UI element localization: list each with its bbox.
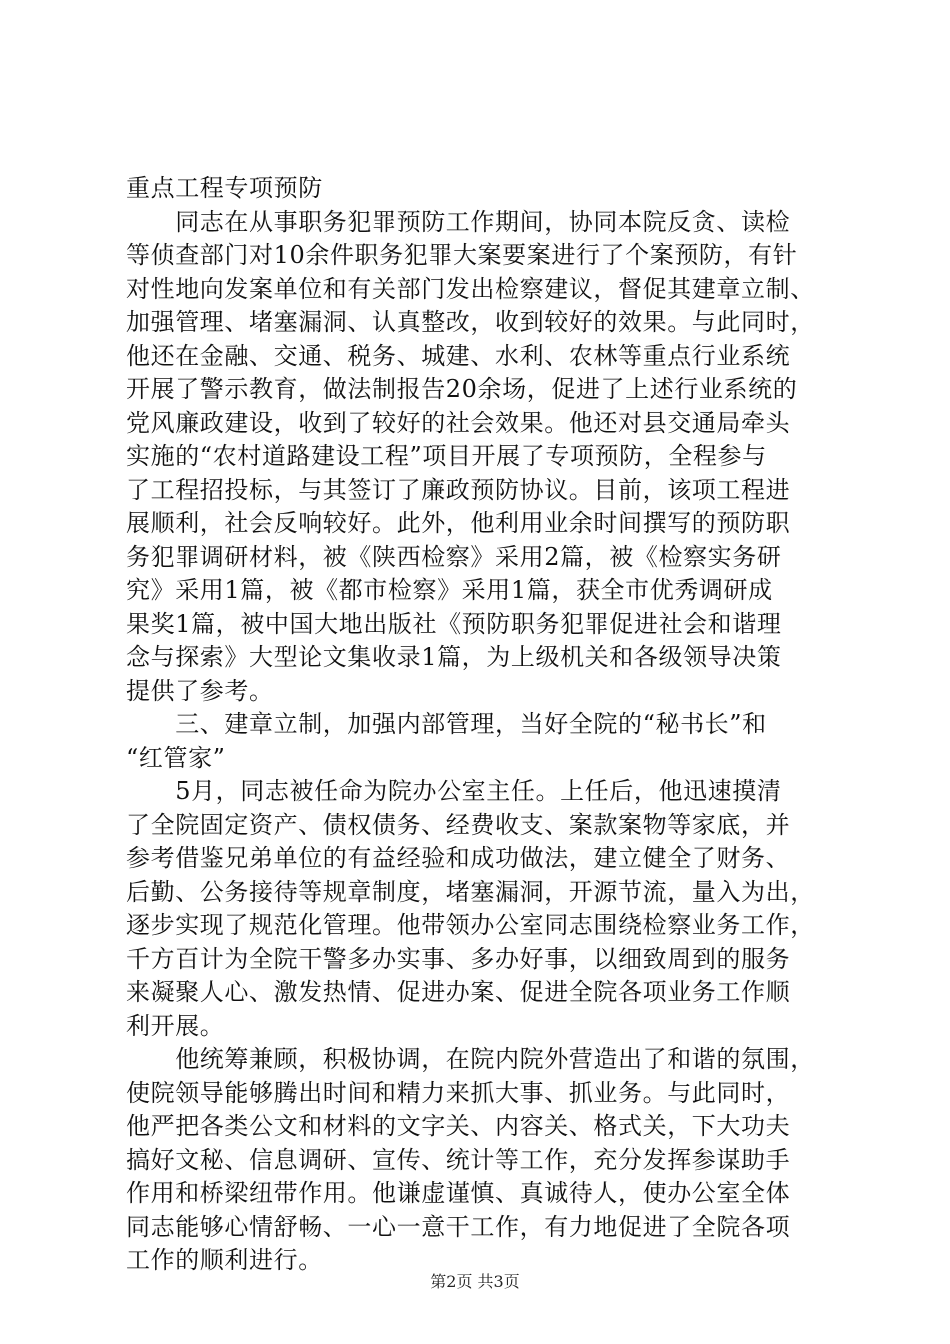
text-line: 开展了警示教育，做法制报告20余场，促进了上述行业系统的 bbox=[126, 375, 798, 403]
text-line: 了全院固定资产、债权债务、经费收支、案款案物等家底，并 bbox=[126, 810, 791, 839]
text-line: 同志在从事职务犯罪预防工作期间，协同本院反贪、读检 bbox=[126, 207, 791, 236]
text-line: 利开展。 bbox=[126, 1011, 225, 1040]
document-body bbox=[126, 172, 846, 1278]
text-line: 展顺利，社会反响较好。此外，他利用业余时间撰写的预防职 bbox=[126, 509, 791, 537]
text-line: 5月，同志被任命为院办公室主任。上任后，他迅速摸清 bbox=[126, 777, 782, 805]
text-line: 党风廉政建设，收到了较好的社会效果。他还对县交通局牵头 bbox=[126, 408, 791, 437]
text-line: 三、建章立制，加强内部管理，当好全院的“秘书长”和 bbox=[126, 710, 767, 738]
text-line: 提供了参考。 bbox=[126, 676, 274, 705]
text-line: 他严把各类公文和材料的文字关、内容关、格式关，下大功夫 bbox=[126, 1112, 791, 1140]
text-line: 重点工程专项预防 bbox=[126, 174, 323, 202]
text-line: 搞好文秘、信息调研、宣传、统计等工作，充分发挥参谋助手 bbox=[126, 1145, 791, 1174]
text-line: 后勤、公务接待等规章制度，堵塞漏洞，开源节流，量入为出， bbox=[126, 877, 815, 906]
text-line: 究》采用1篇，被《都市检察》采用1篇，获全市优秀调研成 bbox=[126, 576, 773, 604]
text-line: 来凝聚人心、激发热情、促进办案、促进全院各项业务工作顺 bbox=[126, 978, 791, 1006]
text-line: 果奖1篇，被中国大地出版社《预防职务犯罪促进社会和谐理 bbox=[126, 609, 782, 638]
text-line: 他统筹兼顾，积极协调，在院内院外营造出了和谐的氛围， bbox=[126, 1045, 815, 1073]
page-number-footer: 第2页 共3页 bbox=[430, 1272, 520, 1291]
text-line: 务犯罪调研材料，被《陕西检察》采用2篇，被《检察实务研 bbox=[126, 542, 782, 571]
text-line: 对性地向发案单位和有关部门发出检察建议，督促其建章立制、 bbox=[126, 274, 815, 303]
text-line: 加强管理、堵塞漏洞、认真整改，收到较好的效果。与此同时， bbox=[126, 308, 815, 336]
text-line: 实施的“农村道路建设工程”项目开展了专项预防，全程参与 bbox=[126, 442, 767, 470]
text-line: 千方百计为全院干警多办实事、多办好事，以细致周到的服务 bbox=[126, 944, 791, 973]
text-line: 等侦查部门对10余件职务犯罪大案要案进行了个案预防，有针 bbox=[126, 241, 798, 269]
text-line: 念与探索》大型论文集收录1篇，为上级机关和各级领导决策 bbox=[126, 643, 782, 671]
text-line: 逐步实现了规范化管理。他带领办公室同志围绕检察业务工作， bbox=[126, 911, 815, 939]
text-line: 参考借鉴兄弟单位的有益经验和成功做法，建立健全了财务、 bbox=[126, 844, 791, 872]
text-line: “红管家” bbox=[126, 743, 226, 772]
text-line: 了工程招投标，与其签订了廉政预防协议。目前，该项工程进 bbox=[126, 475, 791, 504]
text-line: 工作的顺利进行。 bbox=[126, 1246, 323, 1274]
text-line: 同志能够心情舒畅、一心一意干工作，有力地促进了全院各项 bbox=[126, 1212, 791, 1241]
text-line: 他还在金融、交通、税务、城建、水利、农林等重点行业系统 bbox=[126, 341, 791, 370]
text-line: 作用和桥梁纽带作用。他谦虚谨慎、真诚待人，使办公室全体 bbox=[126, 1179, 791, 1207]
text-line: 使院领导能够腾出时间和精力来抓大事、抓业务。与此同时， bbox=[126, 1078, 791, 1107]
